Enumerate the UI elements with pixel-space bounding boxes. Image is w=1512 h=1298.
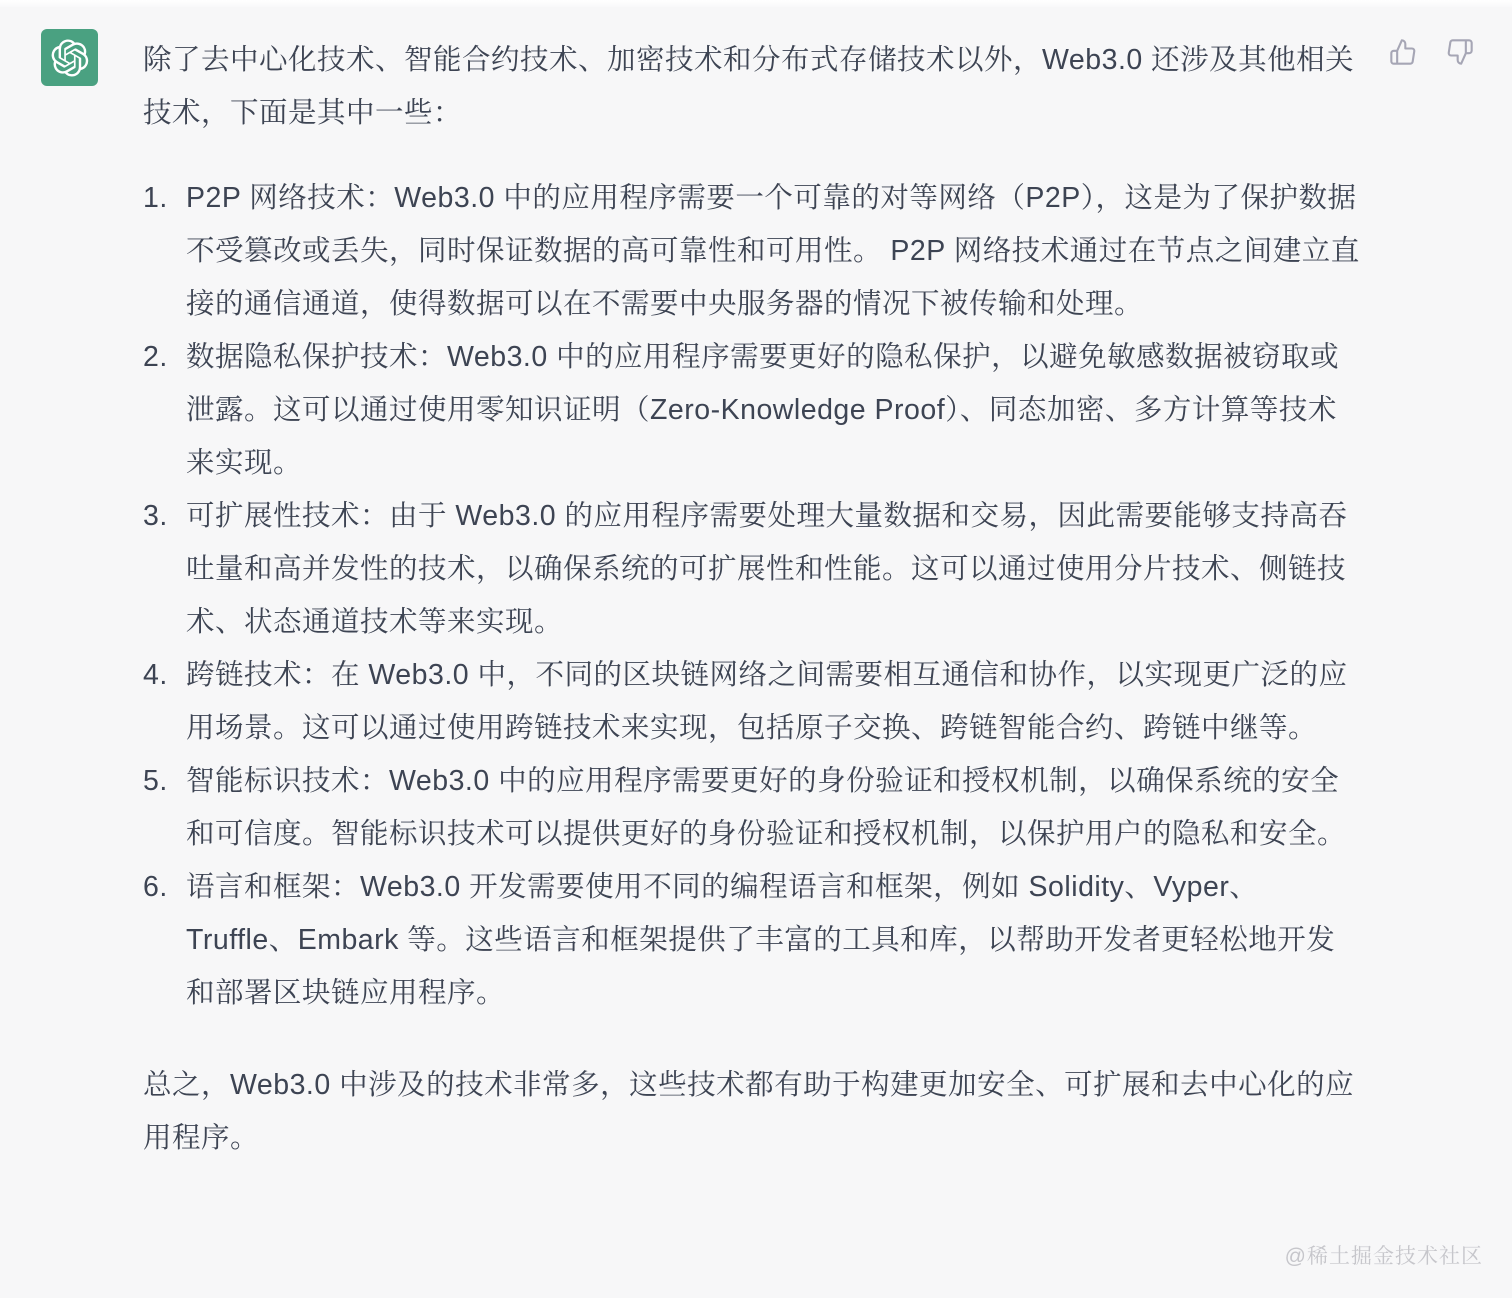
- list-item: [143, 755, 1362, 861]
- list-item-text: 智能标识技术：Web3.0 中的应用程序需要更好的身份验证和授权机制，以确保系统的安全和可信度。智能标识技术可以提供更好的身份验证和授权机制，以保护用户的隐私和安全。: [186, 765, 1347, 850]
- assistant-avatar: [41, 29, 98, 86]
- thumbs-down-icon: [1446, 38, 1474, 66]
- thumbs-up-button[interactable]: [1389, 37, 1417, 67]
- list-item: [143, 861, 1362, 1020]
- list-item: [143, 649, 1362, 755]
- tech-list: [143, 172, 1362, 1020]
- message-content: [143, 29, 1362, 1165]
- list-item-number: 2.: [143, 341, 168, 373]
- list-item-number: 5.: [143, 765, 168, 797]
- list-item-text: 跨链技术：在 Web3.0 中，不同的区块链网络之间需要相互通信和协作，以实现更广泛的应用场景。这可以通过使用跨链技术来实现，包括原子交换、跨链智能合约、跨链中继等。: [186, 659, 1348, 744]
- message-actions: [1389, 29, 1474, 67]
- outro-paragraph: 总之，Web3.0 中涉及的技术非常多，这些技术都有助于构建更加安全、可扩展和去中心化的应用程序。: [143, 1069, 1355, 1154]
- list-item: [143, 331, 1362, 490]
- watermark: @稀土掘金技术社区: [1284, 1245, 1483, 1268]
- list-item-text: 语言和框架：Web3.0 开发需要使用不同的编程语言和框架，例如 Solidity、Vyper、Truffle、Embark 等。这些语言和框架提供了丰富的工具和库，以帮助开发者更轻松地开发和部署区块链应用程序。: [186, 871, 1336, 1009]
- list-item-number: 4.: [143, 659, 168, 691]
- intro-paragraph: 除了去中心化技术、智能合约技术、加密技术和分布式存储技术以外，Web3.0 还涉及其他相关技术，下面是其中一些：: [143, 44, 1355, 129]
- list-item: [143, 172, 1362, 331]
- list-item-number: 3.: [143, 500, 168, 532]
- list-item-text: 可扩展性技术：由于 Web3.0 的应用程序需要处理大量数据和交易，因此需要能够支持高吞吐量和高并发性的技术，以确保系统的可扩展性和性能。这可以通过使用分片技术、侧链技术、状态通道技术等来实现。: [186, 500, 1348, 638]
- list-item-text: P2P 网络技术：Web3.0 中的应用程序需要一个可靠的对等网络（P2P），这是为了保护数据不受篡改或丢失，同时保证数据的高可靠性和可用性。 P2P 网络技术通过在节点之间建立直接的通信通道，使得数据可以在不需要中央服务器的情况下被传输和处理。: [186, 182, 1360, 320]
- thumbs-down-button[interactable]: [1446, 37, 1474, 67]
- list-item-text: 数据隐私保护技术：Web3.0 中的应用程序需要更好的隐私保护，以避免敏感数据被窃取或泄露。这可以通过使用零知识证明（Zero-Knowledge Proof）、同态加密、多方计算等技术来实现。: [186, 341, 1340, 479]
- thumbs-up-icon: [1389, 38, 1417, 66]
- list-item-number: 1.: [143, 182, 168, 214]
- list-item: [143, 490, 1362, 649]
- list-item-number: 6.: [143, 871, 168, 903]
- openai-logo-icon: [51, 39, 89, 77]
